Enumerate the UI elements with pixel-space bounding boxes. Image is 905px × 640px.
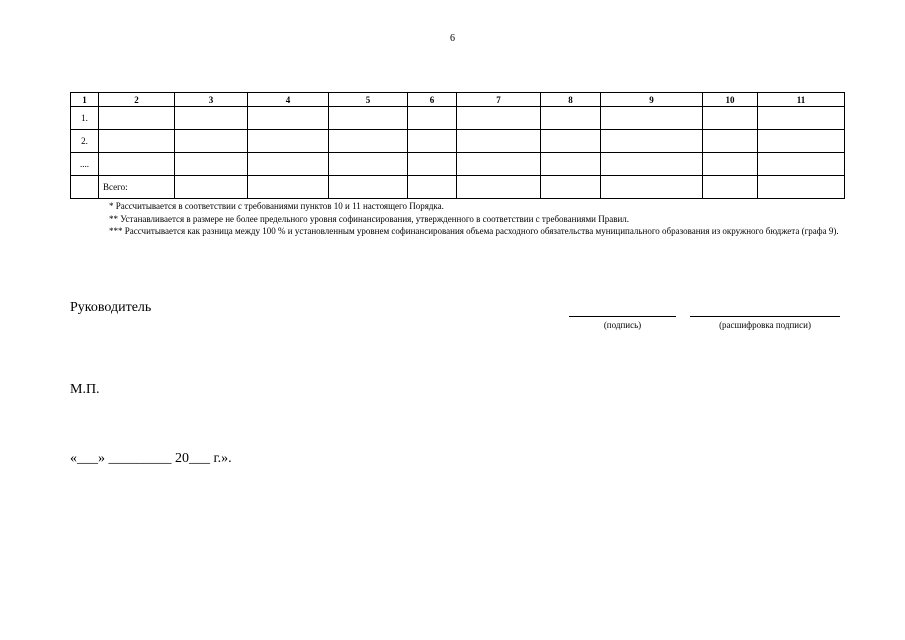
table-cell	[99, 107, 175, 130]
table-cell	[541, 153, 601, 176]
table-cell	[408, 153, 457, 176]
table-cell	[703, 130, 758, 153]
table-cell	[99, 153, 175, 176]
stamp-place-label: М.П.	[70, 382, 100, 397]
table-cell	[541, 176, 601, 199]
table-row	[71, 153, 845, 176]
signature-caption: (подпись)	[603, 320, 642, 330]
column-header: 6	[408, 93, 457, 107]
footnote-1: * Рассчитывается в соответствии с требованиями пунктов 10 и 11 настоящего Порядка.	[109, 201, 444, 211]
column-header: 4	[248, 93, 329, 107]
column-header: 3	[175, 93, 248, 107]
page-number: 6	[450, 33, 455, 44]
total-label-cell: Всего:	[99, 176, 175, 199]
table-cell	[457, 107, 541, 130]
table-cell	[329, 153, 408, 176]
table-cell	[601, 176, 703, 199]
table-cell	[408, 176, 457, 199]
table-row	[71, 130, 845, 153]
table-cell	[758, 130, 845, 153]
table-cell	[248, 130, 329, 153]
table-cell	[541, 107, 601, 130]
table-total-row	[71, 176, 845, 199]
row-number-cell: 1.	[71, 107, 99, 130]
table-cell	[703, 107, 758, 130]
table-cell	[758, 107, 845, 130]
column-header: 5	[329, 93, 408, 107]
table-cell	[541, 130, 601, 153]
table-cell	[248, 107, 329, 130]
data-table	[70, 92, 845, 199]
table-cell	[329, 107, 408, 130]
table-cell	[758, 153, 845, 176]
column-header: 7	[457, 93, 541, 107]
table-cell	[408, 107, 457, 130]
table-row	[71, 107, 845, 130]
column-header: 8	[541, 93, 601, 107]
name-decode-line	[690, 316, 840, 317]
footnotes	[70, 200, 844, 238]
table-cell	[703, 153, 758, 176]
signature-line	[569, 316, 676, 317]
column-header: 11	[758, 93, 845, 107]
table-cell	[99, 130, 175, 153]
table-cell	[248, 153, 329, 176]
table-cell	[248, 176, 329, 199]
table-cell	[601, 130, 703, 153]
table-cell	[457, 130, 541, 153]
table-cell	[175, 153, 248, 176]
table-cell	[175, 130, 248, 153]
table-cell	[329, 176, 408, 199]
column-header: 2	[99, 93, 175, 107]
table-cell	[329, 130, 408, 153]
table-cell	[457, 176, 541, 199]
row-number-cell: 2.	[71, 130, 99, 153]
column-header: 1	[71, 93, 99, 107]
table-cell	[408, 130, 457, 153]
table-cell	[601, 153, 703, 176]
table-cell	[703, 176, 758, 199]
column-header: 10	[703, 93, 758, 107]
table-cell	[175, 176, 248, 199]
table-cell	[601, 107, 703, 130]
table-cell	[457, 153, 541, 176]
date-line: «___» _________ 20___ г.».	[70, 451, 232, 466]
head-signature-label: Руководитель	[70, 300, 152, 315]
footnote-2: ** Устанавливается в размере не более предельного уровня софинансирования, утвержденного в соответствии с требованиями Правил.	[109, 213, 630, 224]
table-cell	[175, 107, 248, 130]
name-decode-caption: (расшифровка подписи)	[719, 320, 811, 330]
footnote-3: *** Рассчитывается как разница между 100 % и установленным уровнем софинансирования объема расходного обязательства муниципального образования из окружного бюджета (графа 9).	[109, 226, 839, 236]
column-header: 9	[601, 93, 703, 107]
table-cell	[758, 176, 845, 199]
row-number-cell: ....	[71, 153, 99, 176]
row-number-cell	[71, 176, 99, 199]
table-header-row	[71, 93, 845, 107]
